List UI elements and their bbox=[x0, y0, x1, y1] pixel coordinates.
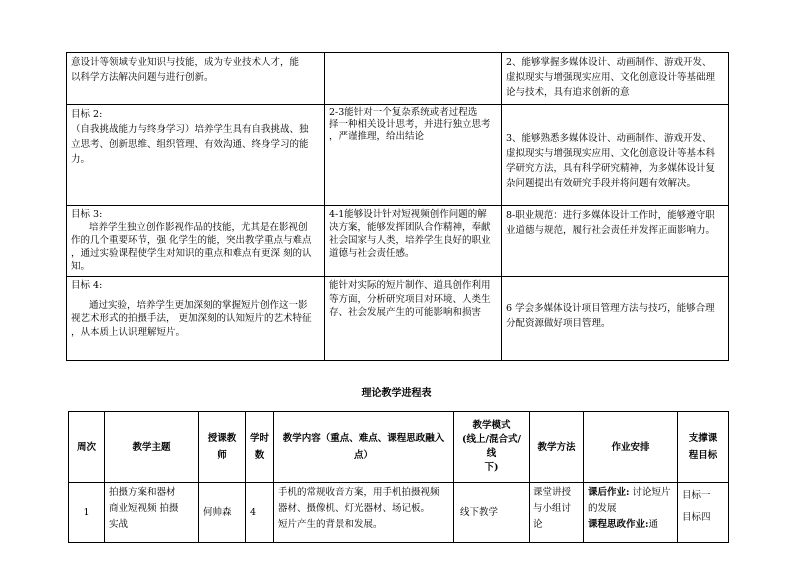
header-mode bbox=[454, 412, 530, 483]
content-line: 器材、摄像机、灯光器材、场记板。 bbox=[278, 503, 431, 514]
table-row bbox=[69, 483, 729, 543]
objective-row bbox=[67, 206, 729, 277]
goal-line: ，通过实验课程使学生对知识的重点和难点有更深 刻的认 bbox=[71, 248, 312, 259]
goal-title: 目标 2: bbox=[71, 109, 103, 120]
ability-line: 8-职业规范：进行多媒体设计工作时，能够遵守职 bbox=[506, 210, 715, 221]
content-cell bbox=[274, 483, 454, 543]
method-line: 课堂讲授 bbox=[533, 487, 572, 498]
ability-line: 3、能够熟悉多媒体设计、动画制作、游戏开发、 bbox=[506, 133, 712, 144]
requirement-line: 能针对实际的短片制作、道具创作利用 bbox=[329, 280, 491, 291]
objective-row bbox=[67, 53, 729, 105]
goal-line: （自我挑战能力与终身学习）培养学生具有自我挑战、独 bbox=[71, 124, 309, 135]
header-content bbox=[274, 412, 454, 483]
method-line: 论 bbox=[533, 519, 543, 530]
topic-cell bbox=[105, 483, 199, 543]
objective-row bbox=[67, 105, 729, 206]
ability-cell bbox=[502, 53, 729, 105]
header-content-line: 教学内容（重点、难点、课程思政融入 bbox=[282, 433, 445, 444]
goal-line: 意设计等领域专业知识与技能，成为专业技术人才，能 bbox=[71, 57, 300, 68]
header-mode-line: 线 bbox=[486, 448, 497, 459]
goal-line: 视艺术形式的拍摄手法， 更加深刻的认知短片的艺术特征 bbox=[71, 313, 312, 324]
ability-cell bbox=[502, 206, 729, 277]
header-teacher-line: 师 bbox=[217, 450, 227, 461]
goal-cell bbox=[67, 277, 325, 361]
ability-line: 杂问题提出有效研究手段并将问题有效解决。 bbox=[506, 178, 697, 189]
header-week: 周次 bbox=[69, 412, 105, 483]
ability-cell bbox=[502, 277, 729, 361]
requirement-cell bbox=[325, 105, 502, 206]
requirement-line: 择一种相关设计思考，并进行独立思考 bbox=[329, 119, 491, 130]
goal-line: 通过实验，培养学生更加深刻的掌握短片创作这一影 bbox=[89, 299, 308, 311]
ability-line: 2、能够掌握多媒体设计、动画制作、游戏开发、 bbox=[506, 57, 712, 68]
goal-line: 立思考、创新思维、组织管理、有效沟通、终身学习的能 bbox=[71, 139, 309, 150]
requirement-cell bbox=[325, 53, 502, 105]
header-mode-line: 下) bbox=[484, 462, 499, 473]
objective-row bbox=[67, 277, 729, 361]
ability-line: 学研究方法，具有科学研究精神，为多媒体设计复 bbox=[506, 163, 716, 174]
support-line: 目标四 bbox=[682, 512, 711, 523]
support-line: 目标一 bbox=[682, 490, 711, 501]
requirement-line: 道德与社会责任感。 bbox=[329, 248, 415, 259]
goal-title: 目标 4: bbox=[71, 280, 103, 291]
goal-cell bbox=[67, 105, 325, 206]
requirement-line: 等方面，分析研究项目对环境、人类生 bbox=[329, 293, 491, 305]
hours-cell: 4 bbox=[246, 483, 274, 543]
requirement-cell bbox=[325, 277, 502, 361]
header-teacher-line: 授课教 bbox=[207, 433, 237, 444]
schedule-title: 理论教学进程表 bbox=[361, 388, 432, 399]
ability-cell bbox=[502, 105, 729, 206]
topic-line: 拍摄方案和器材 bbox=[109, 487, 176, 498]
goal-line: 作的几个重要环节，强 化学生的能，突出教学重点与难点 bbox=[71, 235, 312, 246]
homework-label: 课后作业: bbox=[588, 487, 630, 498]
header-content-line: 点） bbox=[353, 450, 373, 461]
method-cell bbox=[530, 483, 584, 543]
goal-line: ，从本质上认识理解短片。 bbox=[71, 326, 186, 338]
ability-line: 6 学会多媒体设计项目管理方法与技巧，能够合理 bbox=[506, 303, 715, 314]
requirement-line: 决方案，能够发挥团队合作精神，奉献 bbox=[329, 222, 491, 233]
teacher-cell: 何帅森 bbox=[199, 483, 246, 543]
header-support-line: 支撑课 bbox=[688, 433, 718, 444]
requirement-line: 存、社会发展产生的可能影响和损害 bbox=[329, 307, 482, 318]
header-method: 教学方法 bbox=[530, 412, 584, 483]
goal-line: 以科学方法解决问题与进行创新。 bbox=[71, 72, 214, 83]
goal-line: 培养学生独立创作影视作品的技能，尤其是在影视创 bbox=[89, 222, 308, 233]
schedule-table bbox=[68, 411, 729, 543]
requirement-line: 社会国家与人类，培养学生良好的职业 bbox=[329, 235, 491, 246]
header-topic: 教学主题 bbox=[105, 412, 199, 483]
content-line: 手机的常规收音方案，用手机拍摄视频 bbox=[278, 487, 440, 498]
goal-line: 知。 bbox=[71, 261, 91, 272]
header-support bbox=[678, 412, 729, 483]
requirement-line: ，严谨推理，给出结论 bbox=[329, 131, 425, 142]
mode-cell: 线下教学 bbox=[454, 483, 530, 543]
requirement-line: 4-1能够设计针对短视频创作问题的解 bbox=[329, 209, 487, 220]
ideology-homework-label: 课程思政作业: bbox=[588, 519, 649, 530]
ideology-homework-text: 通 bbox=[648, 519, 659, 530]
goal-line: 力。 bbox=[71, 154, 91, 165]
ability-line: 业道德与规范，履行社会责任并发挥正面影响力。 bbox=[506, 225, 716, 236]
week-cell: 1 bbox=[69, 483, 105, 543]
topic-line: 实战 bbox=[109, 519, 129, 530]
header-hours bbox=[246, 412, 274, 483]
header-mode-line: 教学模式 bbox=[472, 420, 511, 431]
ability-line: 分配资源做好项目管理。 bbox=[506, 318, 611, 329]
topic-line: 商业短视频 拍摄 bbox=[109, 503, 179, 514]
ability-line: 虚拟现实与增强现实应用、文化创意设计等基本科 bbox=[506, 148, 716, 159]
support-cell bbox=[678, 483, 729, 543]
objectives-table bbox=[66, 52, 729, 361]
assignment-cell bbox=[584, 483, 678, 543]
header-assignment: 作业安排 bbox=[584, 412, 678, 483]
header-hours-line: 数 bbox=[254, 450, 265, 461]
header-hours-line: 学时 bbox=[249, 433, 269, 444]
requirement-line: 2-3能针对一个复杂系统或者过程选 bbox=[329, 107, 478, 118]
requirement-cell bbox=[325, 206, 502, 277]
goal-cell bbox=[67, 206, 325, 277]
ability-line: 论与技术，具有追求创新的意 bbox=[506, 87, 630, 98]
ability-line: 虚拟现实与增强现实应用、文化创意设计等基础理 bbox=[506, 72, 716, 83]
header-teacher bbox=[199, 412, 246, 483]
header-support-line: 程目标 bbox=[688, 450, 718, 461]
header-row bbox=[69, 412, 729, 483]
homework-text: 讨论短片的发展 bbox=[588, 487, 671, 514]
content-line: 短片产生的背景和发展。 bbox=[278, 519, 383, 530]
goal-cell bbox=[67, 53, 325, 105]
method-line: 与小组讨 bbox=[533, 503, 572, 514]
header-mode-line: (线上/混合式/ bbox=[462, 434, 521, 445]
goal-title: 目标 3: bbox=[71, 209, 103, 220]
